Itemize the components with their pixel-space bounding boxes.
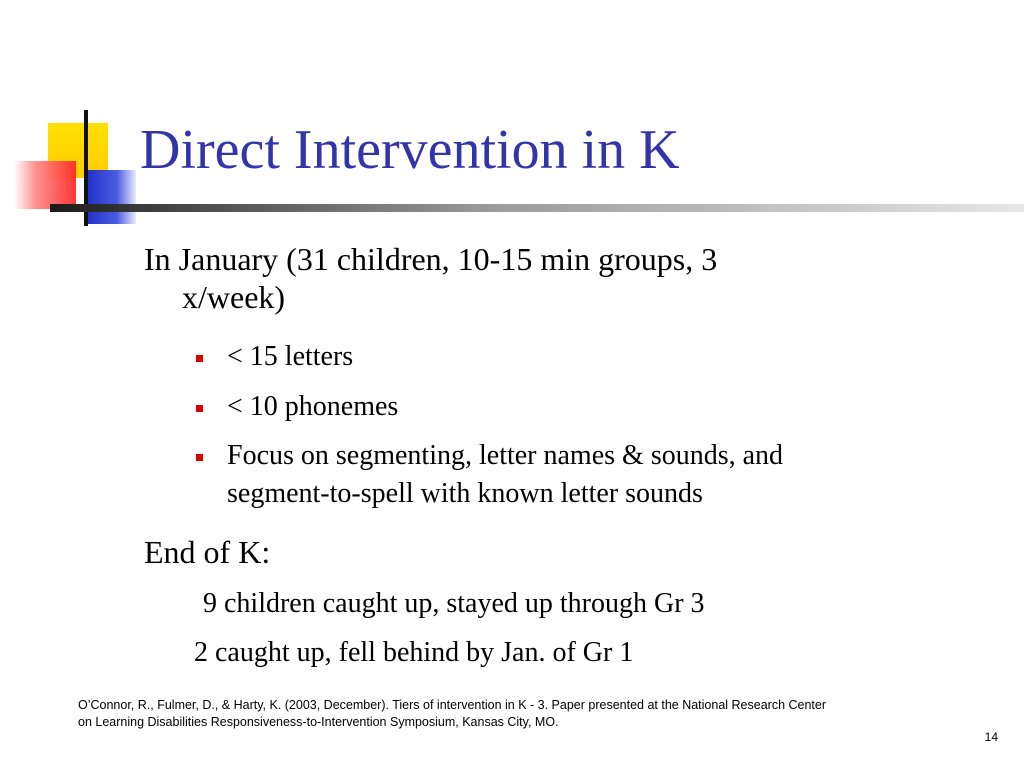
bullet-item-letters: < 15 letters [196, 338, 936, 376]
bullet-item-focus: Focus on segmenting, letter names & sounds, and segment-to-spell with known letter sounds [196, 437, 936, 513]
bullet-square-icon [196, 405, 203, 412]
bullet-square-icon [196, 454, 203, 461]
intro-line-1: In January (31 children, 10-15 min groups, 3 [144, 241, 718, 277]
citation-line-1: O’Connor, R., Fulmer, D., & Harty, K. (2003, December). Tiers of intervention in K - 3. Paper presented at the National Research Center [78, 698, 827, 712]
outcome-line-1: 9 children caught up, stayed up through Gr 3 [203, 588, 705, 619]
decorative-red-square [14, 161, 76, 209]
title-underline [50, 204, 1024, 212]
bullet-item-phonemes: < 10 phonemes [196, 388, 936, 426]
decorative-blue-square [88, 170, 136, 224]
citation [78, 697, 958, 731]
citation-line-2: on Learning Disabilities Responsiveness-to-Intervention Symposium, Kansas City, MO. [78, 715, 559, 729]
page-number: 14 [984, 730, 998, 744]
intro-line-2: x/week) [182, 279, 286, 315]
slide-title: Direct Intervention in K [140, 119, 680, 181]
intro-paragraph [144, 240, 924, 316]
end-of-k-heading: End of K: [144, 534, 271, 570]
outcome-line-2: 2 caught up, fell behind by Jan. of Gr 1 [194, 637, 634, 668]
bullet-square-icon [196, 355, 203, 362]
